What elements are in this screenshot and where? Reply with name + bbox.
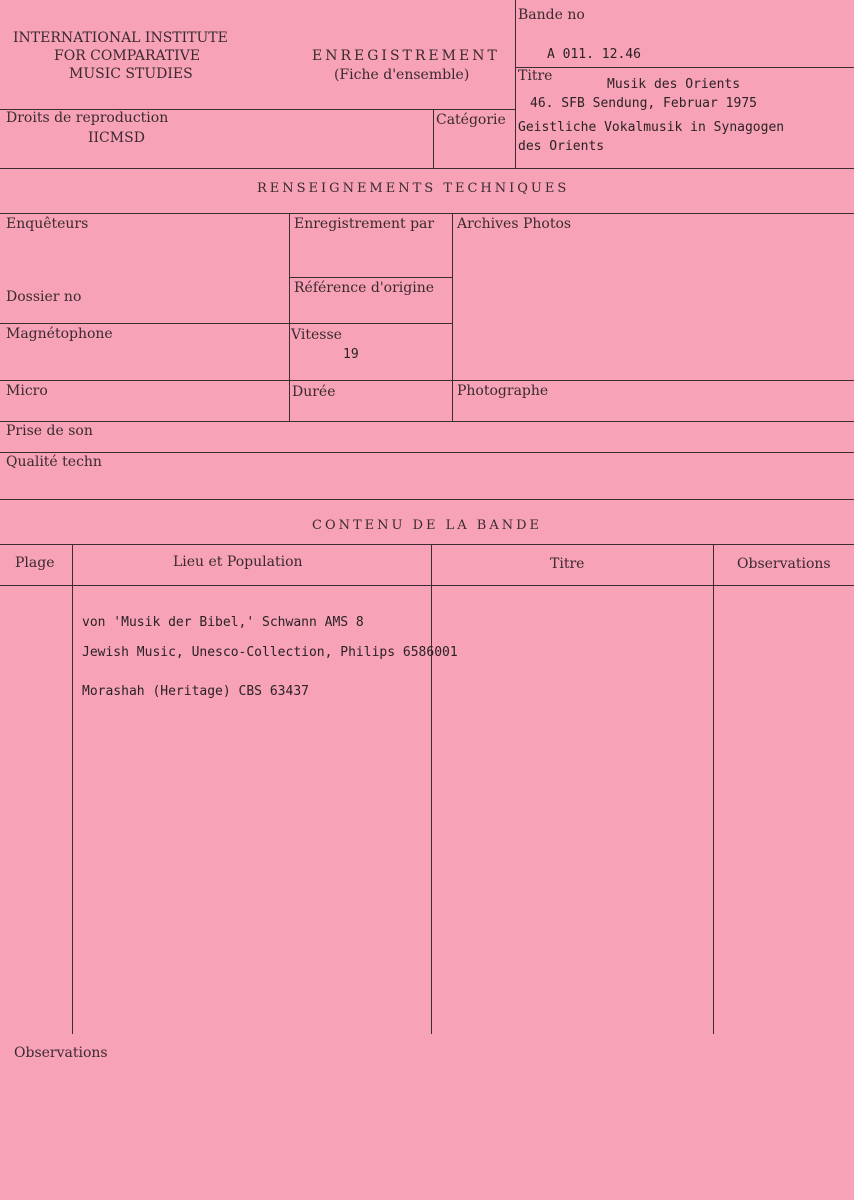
tech-bottom-line (0, 499, 854, 500)
titre-label: Titre (518, 68, 553, 84)
droits-label: Droits de reproduction (6, 110, 169, 126)
col-header-titre: Titre (550, 556, 585, 572)
categorie-value-line2: des Orients (518, 139, 605, 154)
enqueteurs-label: Enquêteurs (6, 216, 89, 232)
content-col-divider-2 (431, 544, 432, 1034)
micro-label: Micro (6, 383, 48, 399)
content-entry-2: Jewish Music, Unesco-Collection, Philips 6586001 (82, 645, 458, 660)
content-title-line (0, 544, 854, 545)
droits-value: IICMSD (88, 130, 145, 146)
archives-photos-label: Archives Photos (457, 216, 572, 232)
form-subtitle: (Fiche d'ensemble) (334, 67, 470, 83)
content-section-title: CONTENU DE LA BANDE (312, 518, 543, 533)
header-bottom-line (0, 168, 854, 169)
enregistrement-par-label: Enregistrement par (294, 216, 435, 232)
tech-col-divider-2 (452, 213, 453, 422)
dossier-label: Dossier no (6, 289, 82, 305)
photographe-label: Photographe (457, 383, 549, 399)
micro-top-line (0, 380, 854, 381)
col-header-lieu: Lieu et Population (173, 554, 303, 570)
tech-col-divider-1 (289, 213, 290, 422)
qualite-label: Qualité techn (6, 454, 102, 470)
duree-label: Durée (292, 384, 336, 400)
reference-label: Référence d'origine (294, 280, 435, 296)
col-header-observations: Observations (737, 556, 831, 572)
content-col-divider-3 (713, 544, 714, 1034)
bande-value: A 011. 12.46 (547, 47, 641, 62)
titre-value-line1: Musik des Orients (607, 77, 741, 92)
magnetophone-top-line (0, 323, 452, 324)
tech-section-title: RENSEIGNEMENTS TECHNIQUES (257, 181, 570, 196)
prise-top-line (0, 421, 854, 422)
prise-label: Prise de son (6, 423, 93, 439)
magnetophone-label: Magnétophone (6, 326, 113, 342)
tech-title-line (0, 213, 854, 214)
content-entry-1: von 'Musik der Bibel,' Schwann AMS 8 (82, 615, 364, 630)
form-title: ENREGISTREMENT (312, 48, 500, 64)
categorie-label: Catégorie (436, 112, 506, 128)
content-entry-3: Morashah (Heritage) CBS 63437 (82, 684, 309, 699)
col-header-plage: Plage (15, 555, 55, 571)
categorie-value-line1: Geistliche Vokalmusik in Synagogen (518, 120, 785, 135)
institute-name-line1: INTERNATIONAL INSTITUTE (13, 30, 228, 46)
content-col-divider-1 (72, 544, 73, 1034)
institute-name-line3: MUSIC STUDIES (69, 66, 193, 82)
vitesse-value: 19 (343, 347, 359, 362)
bande-label: Bande no (518, 7, 585, 23)
institute-name-line2: FOR COMPARATIVE (54, 48, 201, 64)
vitesse-label: Vitesse (291, 327, 342, 343)
categorie-divider (433, 110, 434, 168)
content-header-line (0, 585, 854, 586)
reference-top-line (289, 277, 452, 278)
titre-value-line2: 46. SFB Sendung, Februar 1975 (530, 96, 757, 111)
header-divider-vertical (515, 0, 516, 168)
observations-label: Observations (14, 1045, 108, 1061)
bande-divider (515, 67, 854, 68)
qualite-top-line (0, 452, 854, 453)
